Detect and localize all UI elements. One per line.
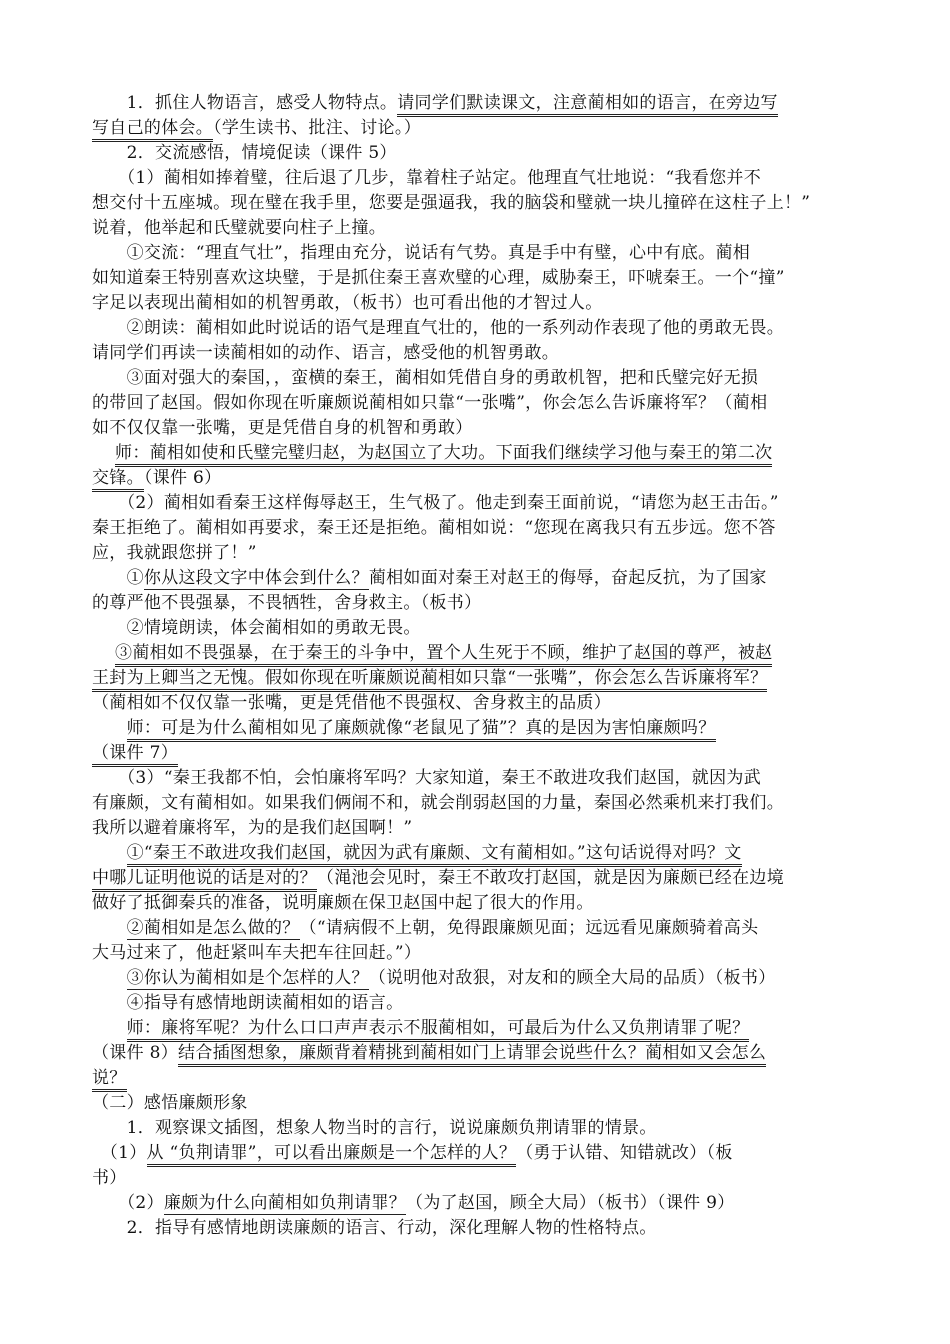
text-line: 有廉颇，文有蔺相如。如果我们俩闹不和，就会削弱赵国的力量，秦国必然乘机来打我们。 — [92, 793, 784, 813]
text-line: 1．观察课文插图，想象人物当时的言行，说说廉颇负荆请罪的情景。 — [92, 1118, 657, 1138]
text-line: 写自己的体会。（学生读书、批注、讨论。） — [92, 117, 421, 141]
text-line: （蔺相如不仅仅靠一张嘴，更是凭借他不畏强权、舍身救主的品质） — [92, 693, 611, 713]
text-line: 说？ — [92, 1067, 127, 1091]
text-line: 我所以避着廉将军，为的是我们赵国啊！” — [92, 818, 413, 838]
text-line: （二）感悟廉颇形象 — [92, 1093, 248, 1113]
text-line: （1）蔺相如捧着璧，往后退了几步，靠着柱子站定。他理直气壮地说：“我看您并不 — [92, 168, 762, 188]
text-line: （3）“秦王我都不怕，会怕廉将军吗？大家知道，秦王不敢进攻我们赵国，就因为武 — [92, 768, 762, 788]
text-line: ①你从这段文字中体会到什么？蔺相如面对秦王对赵王的侮辱，奋起反抗，为了国家 — [92, 568, 767, 588]
text-line: 做好了抵御秦兵的准备，说明廉颇在保卫赵国中起了很大的作用。 — [92, 893, 594, 913]
text-line: 师：廉将军呢？为什么口口声声表示不服蔺相如，可最后为什么又负荆请罪了呢？ — [92, 1017, 749, 1041]
text-line: 字足以表现出蔺相如的机智勇敢，（板书）也可看出他的才智过人。 — [92, 293, 603, 313]
text-line: 中哪儿证明他说的话是对的？（渑池会见时，秦王不敢攻打赵国，就是因为廉颇已经在边境 — [92, 867, 784, 891]
text-line: 师：蔺相如使和氏璧完璧归赵，为赵国立了大功。下面我们继续学习他与秦王的第二次 — [92, 442, 772, 466]
text-line: 交锋。（课件 6） — [92, 467, 221, 491]
text-line: 秦王拒绝了。蔺相如再要求，秦王还是拒绝。蔺相如说：“您现在离我只有五步远。您不答 — [92, 518, 776, 538]
text-line: ④指导有感情地朗读蔺相如的语言。 — [92, 993, 404, 1013]
text-line: ②蔺相如是怎么做的？（“请病假不上朝，免得跟廉颇见面；远远看见廉颇骑着高头 — [126, 918, 759, 938]
text-line: （课件 8）结合插图想象，廉颇背着精挑到蔺相如门上请罪会说些什么？蔺相如又会怎么 — [92, 1042, 766, 1066]
text-line: ③蔺相如不畏强暴，在于秦王的斗争中，置个人生死于不顾，维护了赵国的尊严，被赵 — [92, 642, 772, 666]
text-line: 王封为上卿当之无愧。假如你现在听廉颇说蔺相如只靠“一张嘴”，你会怎么告诉廉将军？ — [92, 667, 767, 691]
text-line: 说着，他举起和氏璧就要向柱子上撞。 — [92, 218, 387, 238]
text-line: ②情境朗读，体会蔺相如的勇敢无畏。 — [92, 618, 421, 638]
text-line: ③面对强大的秦国，，蛮横的秦王，蔺相如凭借自身的勇敢机智，把和氏璧完好无损 — [92, 368, 759, 388]
text-line: （1）从 “负荆请罪”，可以看出廉颇是一个怎样的人？（勇于认错、知错就改）（板 — [92, 1142, 733, 1166]
text-line: 2．指导有感情地朗读廉颇的语言、行动，深化理解人物的性格特点。 — [92, 1218, 657, 1238]
text-line: 请同学们再读一读蔺相如的动作、语言，感受他的机智勇敢。 — [92, 343, 560, 363]
text-line: （2）廉颇为什么向蔺相如负荆请罪？（为了赵国，顾全大局）（板书）（课件 9） — [92, 1193, 735, 1213]
text-line: （2）蔺相如看秦王这样侮辱赵王，生气极了。他走到秦王面前说，“请您为赵王击缶。” — [92, 493, 779, 513]
text-line: 如不仅仅靠一张嘴，更是凭借自身的机智和勇敢） — [92, 418, 473, 438]
text-line: ①“秦王不敢进攻我们赵国，就因为武有廉颇、文有蔺相如。”这句话说得对吗？文 — [92, 842, 742, 866]
text-line: ③你认为蔺相如是个怎样的人？（说明他对敌狠，对友和的顾全大局的品质）（板书） — [126, 968, 776, 988]
text-line: 1．抓住人物语言，感受人物特点。请同学们默读课文，注意蔺相如的语言，在旁边写 — [92, 92, 778, 116]
text-line: 的尊严他不畏强暴，不畏牺牲，舍身救主。（板书） — [92, 593, 482, 613]
text-line: ①交流：“理直气壮”，指理由充分，说话有气势。真是手中有璧，心中有底。蔺相 — [92, 243, 751, 263]
text-line: 如知道秦王特别喜欢这块璧，于是抓住秦王喜欢璧的心理，威胁秦王，吓唬秦王。一个“撞” — [92, 268, 785, 288]
text-line: 大马过来了，他赶紧叫车夫把车往回赶。”） — [92, 943, 422, 963]
text-line: 应，我就跟您拼了！” — [92, 543, 257, 563]
text-line: ②朗读：蔺相如此时说话的语气是理直气壮的，他的一系列动作表现了他的勇敢无畏。 — [92, 318, 784, 338]
text-line: 书） — [92, 1168, 127, 1188]
text-line: 的带回了赵国。假如你现在听廉颇说蔺相如只靠“一张嘴”，你会怎么告诉廉将军？（蔺相 — [92, 393, 768, 413]
text-line: 想交付十五座城。现在璧在我手里，您要是强逼我，我的脑袋和璧就一块儿撞碎在这柱子上！” — [92, 193, 811, 213]
text-line: （课件 7） — [92, 742, 178, 766]
text-line: 师：可是为什么蔺相如见了廉颇就像“老鼠见了猫”？真的是因为害怕廉颇吗？ — [92, 717, 716, 741]
text-line: 2．交流感悟，情境促读（课件 5） — [92, 143, 397, 163]
